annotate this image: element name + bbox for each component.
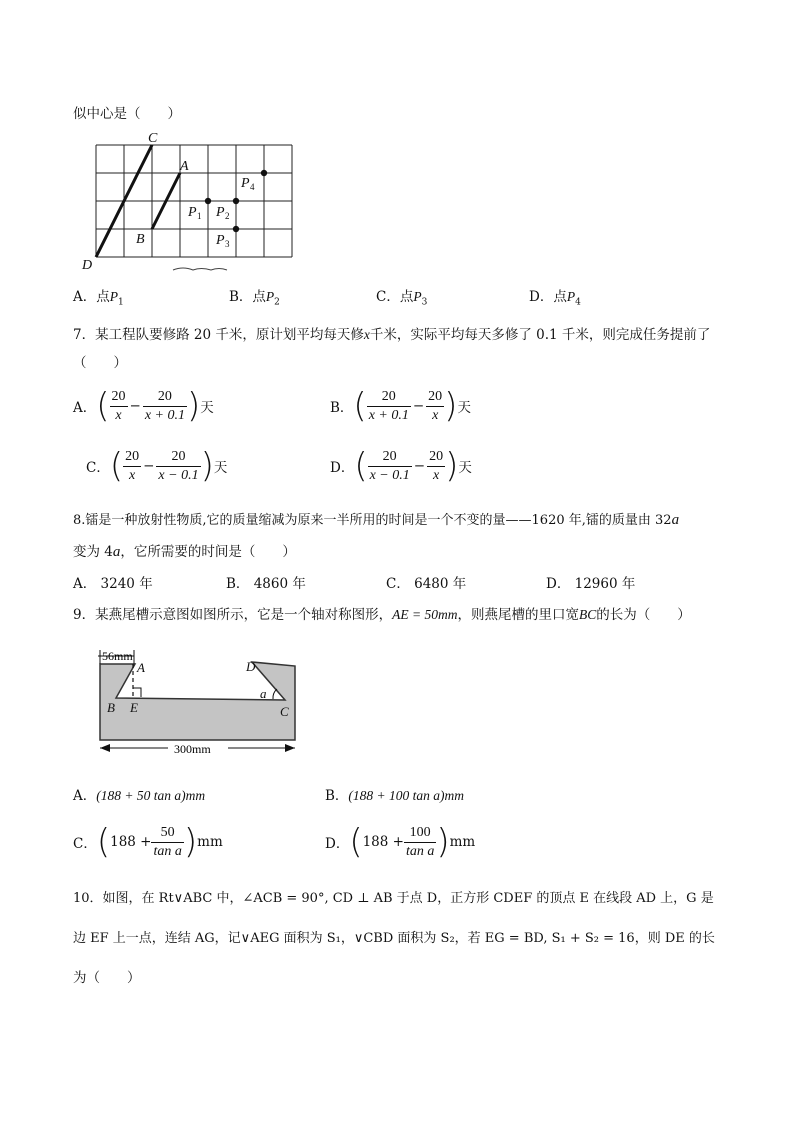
q7-option-d[interactable]: D．( $\frac{20}{x - 0.1}$ − $\frac{20}{x}$ )天 bbox=[330, 446, 472, 486]
label-alpha: a bbox=[260, 686, 267, 701]
point-p1 bbox=[205, 198, 211, 204]
q10-stem-line3: 为（ ） bbox=[73, 970, 141, 986]
q8-stem-line1: 8.镭是一种放射性物质,它的质量缩减为原来一半所用的时间是一个不变的量——1620 年,镭的质量由 32a bbox=[73, 512, 680, 528]
q6-grid-figure bbox=[78, 130, 298, 272]
label-p1: P bbox=[188, 205, 197, 220]
q7-stem: 7．某工程队要修路 20 千米，原计划平均每天修x千米，实际平均每天多修了 0.1 千米，则完成任务提前了 bbox=[73, 327, 711, 343]
label-d: D bbox=[82, 258, 93, 272]
svg-text:3: 3 bbox=[225, 239, 230, 249]
q8-option-c[interactable]: C． 6480 年 bbox=[386, 576, 467, 592]
point-p2 bbox=[233, 198, 239, 204]
q7-option-c[interactable]: C．( $\frac{20}{x}$ − $\frac{20}{x - 0.1}$ )天 bbox=[86, 446, 228, 486]
label-a: A bbox=[137, 660, 145, 675]
label-c: C bbox=[280, 704, 289, 719]
point-p4 bbox=[261, 170, 267, 176]
point-p3 bbox=[233, 226, 239, 232]
bottom-dim-label: 300mm bbox=[174, 742, 211, 756]
label-p4: P bbox=[241, 176, 250, 191]
q9-option-a[interactable]: A．(188 + 50 tan a)mm bbox=[73, 788, 206, 804]
q6-option-d[interactable]: D．点$P_4$ bbox=[529, 289, 581, 308]
q7-option-b[interactable]: B．( $\frac{20}{x + 0.1}$ − $\frac{20}{x}$ )天 bbox=[330, 386, 471, 426]
q9-option-b[interactable]: B．(188 + 100 tan a)mm bbox=[325, 788, 465, 804]
q10-stem-line1: 10．如图，在 Rt∨ABC 中，∠ACB = 90°, CD ⊥ AB 于点 D，正方形 CDEF 的顶点 E 在线段 AD 上，G 是 bbox=[73, 891, 714, 906]
label-p3: P bbox=[216, 233, 225, 248]
label-b: B bbox=[136, 232, 145, 247]
right-angle-mark bbox=[133, 688, 141, 697]
q9-option-c[interactable]: C．(188 + $\frac{50}{\text{tan a}}$ )mm bbox=[73, 822, 223, 862]
label-b: B bbox=[107, 700, 115, 715]
label-p2: P bbox=[216, 205, 225, 220]
svg-text:4: 4 bbox=[250, 182, 255, 192]
q9-stem: 9．某燕尾槽示意图如图所示，它是一个轴对称图形，AE = 50mm，则燕尾槽的里口宽BC的长为（ ） bbox=[73, 607, 691, 623]
q6-option-c[interactable]: C．点$P_3$ bbox=[376, 289, 428, 308]
q7-stem-paren: （ ） bbox=[73, 355, 127, 371]
q7-option-a[interactable]: A．( $\frac{20}{x}$ − $\frac{20}{x + 0.1}$ )天 bbox=[73, 386, 214, 426]
label-e: E bbox=[130, 700, 138, 715]
q9-dovetail-figure bbox=[72, 640, 312, 762]
q6-option-a[interactable]: A．点$P_1$ bbox=[73, 289, 124, 308]
q6-option-b[interactable]: B．点$P_2$ bbox=[229, 289, 280, 308]
q10-stem-line2: 边 EF 上一点，连结 AG，记∨AEG 面积为 S₁，∨CBD 面积为 S₂，若 EG = BD, S₁ + S₂ = 16，则 DE 的长 bbox=[73, 931, 715, 946]
label-a: A bbox=[180, 159, 189, 174]
cut-caption-fragment bbox=[173, 268, 227, 270]
q8-option-d[interactable]: D． 12960 年 bbox=[546, 576, 636, 592]
q6-stem-tail: 似中心是（ ） bbox=[73, 106, 181, 122]
q8-option-b[interactable]: B． 4860 年 bbox=[226, 576, 306, 592]
svg-text:2: 2 bbox=[225, 211, 230, 221]
svg-text:1: 1 bbox=[197, 211, 202, 221]
label-c: C bbox=[148, 131, 158, 146]
q8-stem-line2: 变为 4a，它所需要的时间是（ ） bbox=[73, 544, 296, 560]
q9-option-d[interactable]: D．(188 + $\frac{100}{\text{tan a}}$ )mm bbox=[325, 822, 476, 862]
label-d: D bbox=[246, 659, 256, 674]
top-dim-label: 56mm bbox=[102, 649, 133, 663]
q8-option-a[interactable]: A． 3240 年 bbox=[73, 576, 153, 592]
